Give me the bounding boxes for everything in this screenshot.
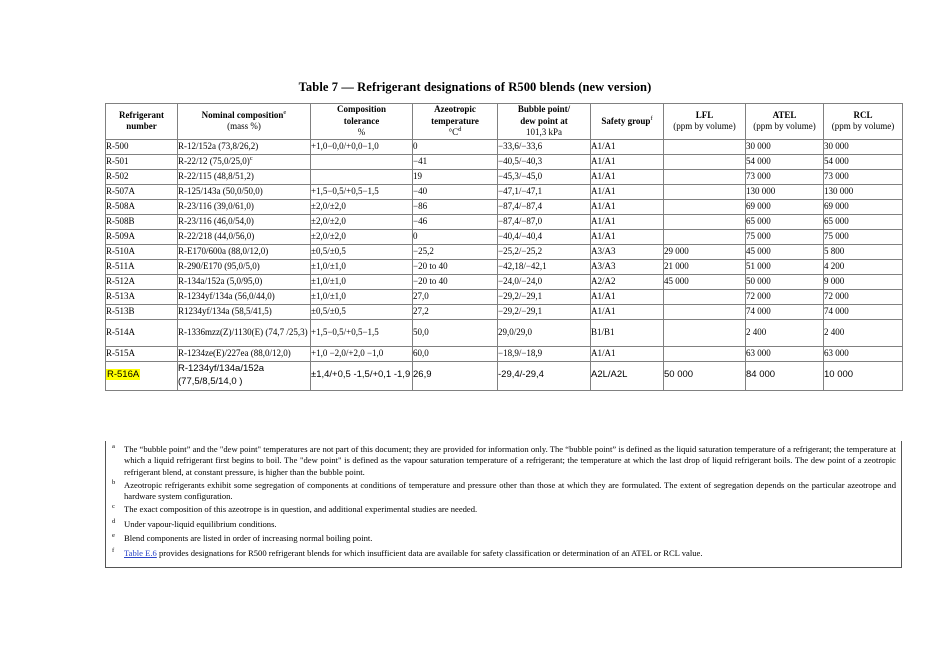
cell-composition-tolerance: ±0,5/±0,5 xyxy=(311,304,413,319)
cell-azeotropic-temperature: −86 xyxy=(413,199,498,214)
cell-composition-tolerance: +1,0−0,0/+0,0−1,0 xyxy=(311,139,413,154)
cell-nominal-composition: R-1234yf/134a/152a (77,5/8,5/14,0 ) xyxy=(178,361,311,390)
cell-lfl xyxy=(664,214,746,229)
cell-safety-group: A2L/A2L xyxy=(591,361,664,390)
cell-composition-tolerance: ±1,0/±1,0 xyxy=(311,274,413,289)
cell-atel: 65 000 xyxy=(746,214,824,229)
cell-refrigerant-number: R-510A xyxy=(106,244,178,259)
footnote-text: The “bubble point” and the "dew point" temperatures are not part of this document; they are provided for information only. The “bubble point” is defined as the liquid saturation temperature of a refrigerant; the temperature at which a liquid refrigerant first begins to boil. The "dew point" is defined as the vapour saturation temperature of a refrigerant; the temperature at which the last drop of liquid refrigerant boils. The dew point of a zeotropic refrigerant blend, at constant pressure, is higher than the bubble point. xyxy=(124,444,896,477)
cell-safety-group: A1/A1 xyxy=(591,304,664,319)
col-header-lfl xyxy=(664,104,746,140)
footnote-marker-c: c xyxy=(249,154,253,162)
cell-atel: 63 000 xyxy=(746,346,824,361)
cell-composition-tolerance xyxy=(311,169,413,184)
cell-azeotropic-temperature: 50,0 xyxy=(413,319,498,346)
cell-rcl: 63 000 xyxy=(824,346,903,361)
col-header-sub: 101,3 kPa xyxy=(526,127,562,138)
cell-lfl xyxy=(664,154,746,169)
cell-composition-tolerance: ±1,0/±1,0 xyxy=(311,259,413,274)
table-row xyxy=(106,199,903,214)
footnote-marker-e: e xyxy=(283,108,287,116)
cell-rcl: 54 000 xyxy=(824,154,903,169)
col-header-line2: number xyxy=(126,121,157,132)
cell-bubble-dew-point: −87,4/−87,0 xyxy=(498,214,591,229)
cell-nominal-composition: R-1234yf/134a (56,0/44,0) xyxy=(178,289,311,304)
cell-lfl: 29 000 xyxy=(664,244,746,259)
cell-composition-tolerance: ±0,5/±0,5 xyxy=(311,244,413,259)
cell-azeotropic-temperature: 0 xyxy=(413,229,498,244)
footnote-marker: f xyxy=(112,547,115,555)
cell-azeotropic-temperature: −20 to 40 xyxy=(413,259,498,274)
cell-atel: 30 000 xyxy=(746,139,824,154)
cell-lfl xyxy=(664,229,746,244)
cell-refrigerant-number: R-508B xyxy=(106,214,178,229)
cell-lfl xyxy=(664,346,746,361)
cell-rcl: 4 200 xyxy=(824,259,903,274)
cell-refrigerant-number xyxy=(106,361,178,390)
cell-bubble-dew-point: −29,2/−29,1 xyxy=(498,289,591,304)
cell-rcl: 130 000 xyxy=(824,184,903,199)
cell-safety-group: B1/B1 xyxy=(591,319,664,346)
table-row xyxy=(106,244,903,259)
col-header-line1: ATEL xyxy=(772,109,797,120)
page-title: Table 7 — Refrigerant designations of R500 blends (new version) xyxy=(298,80,652,94)
col-header-sub: % xyxy=(357,127,366,138)
col-header-line1: RCL xyxy=(853,109,873,120)
col-header-sub: $^\circ C^d$ xyxy=(448,126,462,138)
col-header-sub: (ppm by volume) xyxy=(673,121,736,132)
cell-azeotropic-temperature: −46 xyxy=(413,214,498,229)
cell-composition-tolerance: ±2,0/±2,0 xyxy=(311,229,413,244)
cell-refrigerant-number: R-502 xyxy=(106,169,178,184)
cell-bubble-dew-point: -29,4/-29,4 xyxy=(498,361,591,390)
cell-safety-group: A1/A1 xyxy=(591,139,664,154)
cell-composition-tolerance xyxy=(311,154,413,169)
cell-nominal-composition: R-1336mzz(Z)/1130(E) (74,7 /25,3) xyxy=(178,319,311,346)
cell-azeotropic-temperature: 0 xyxy=(413,139,498,154)
cell-refrigerant-number: R-509A xyxy=(106,229,178,244)
cell-nominal-composition: R-22/115 (48,8/51,2) xyxy=(178,169,311,184)
cell-rcl: 73 000 xyxy=(824,169,903,184)
table-header-row xyxy=(106,104,903,140)
col-header-line2: dew point at xyxy=(520,115,568,126)
cell-azeotropic-temperature: 27,0 xyxy=(413,289,498,304)
footnote-b xyxy=(111,480,896,503)
table-header xyxy=(106,104,903,140)
cell-nominal-composition: R-290/E170 (95,0/5,0) xyxy=(178,259,311,274)
footnote-e xyxy=(111,533,896,544)
cell-safety-group: A1/A1 xyxy=(591,169,664,184)
cell-nominal-composition: R-E170/600a (88,0/12,0) xyxy=(178,244,311,259)
cell-nominal-composition: R-23/116 (39,0/61,0) xyxy=(178,199,311,214)
cell-safety-group: A3/A3 xyxy=(591,244,664,259)
cell-bubble-dew-point: −40,4/−40,4 xyxy=(498,229,591,244)
cell-azeotropic-temperature: 27,2 xyxy=(413,304,498,319)
col-header-nominal-composition xyxy=(178,104,311,140)
footnote-text: Under vapour-liquid equilibrium conditions. xyxy=(124,518,277,529)
table-row xyxy=(106,229,903,244)
cell-rcl: 65 000 xyxy=(824,214,903,229)
cell-atel: 50 000 xyxy=(746,274,824,289)
cell-nominal-composition: R-23/116 (46,0/54,0) xyxy=(178,214,311,229)
cell-nominal-composition: R-22/12 $(75,0/25,0)^c$ xyxy=(178,154,311,169)
cell-lfl xyxy=(664,289,746,304)
col-header-sub: (ppm by volume) xyxy=(831,121,895,132)
cell-bubble-dew-point: −87,4/−87,4 xyxy=(498,199,591,214)
cell-safety-group: A1/A1 xyxy=(591,214,664,229)
table-row xyxy=(106,139,903,154)
footnote-marker-d: d xyxy=(458,126,462,134)
cell-composition-tolerance: +1,0 −2,0/+2,0 −1,0 xyxy=(311,346,413,361)
cell-rcl: 30 000 xyxy=(824,139,903,154)
footnote-marker: a xyxy=(112,443,115,450)
cell-bubble-dew-point: −45,3/−45,0 xyxy=(498,169,591,184)
footnote-marker: b xyxy=(112,478,116,486)
cell-atel: 45 000 xyxy=(746,244,824,259)
col-header-atel xyxy=(746,104,824,140)
table-row xyxy=(106,361,903,390)
table-row xyxy=(106,214,903,229)
col-header-rcl xyxy=(824,104,903,140)
cell-bubble-dew-point: −47,1/−47,1 xyxy=(498,184,591,199)
cell-nominal-composition: R-134a/152a (5,0/95,0) xyxy=(178,274,311,289)
cell-rcl: 10 000 xyxy=(824,361,903,390)
cell-atel: 74 000 xyxy=(746,304,824,319)
cell-bubble-dew-point: −25,2/−25,2 xyxy=(498,244,591,259)
cell-bubble-dew-point: −29,2/−29,1 xyxy=(498,304,591,319)
col-header-azeotropic-temperature xyxy=(413,104,498,140)
cell-composition-tolerance: ±2,0/±2,0 xyxy=(311,199,413,214)
footnote-text: Blend components are listed in order of increasing normal boiling point. xyxy=(124,533,373,544)
cell-bubble-dew-point: −18,9/−18,9 xyxy=(498,346,591,361)
cell-lfl: 21 000 xyxy=(664,259,746,274)
table-row xyxy=(106,184,903,199)
cell-atel: 73 000 xyxy=(746,169,824,184)
cell-safety-group: A1/A1 xyxy=(591,184,664,199)
cell-lfl: 45 000 xyxy=(664,274,746,289)
col-header-sub: (mass %) xyxy=(227,121,261,132)
cell-lfl xyxy=(664,199,746,214)
cell-rcl: 9 000 xyxy=(824,274,903,289)
refrigerant-designations-table xyxy=(105,103,903,391)
cell-lfl: 50 000 xyxy=(664,361,746,390)
footnote-c xyxy=(111,504,896,515)
cell-rcl: 2 400 xyxy=(824,319,903,346)
col-header-composition-tolerance xyxy=(311,104,413,140)
cell-composition-tolerance: +1,5−0,5/+0,5−1,5 xyxy=(311,184,413,199)
table-body xyxy=(106,139,903,390)
cell-refrigerant-number: R-513B xyxy=(106,304,178,319)
cell-azeotropic-temperature: 19 xyxy=(413,169,498,184)
cell-safety-group: A1/A1 xyxy=(591,199,664,214)
cell-rcl: 75 000 xyxy=(824,229,903,244)
cell-safety-group: A1/A1 xyxy=(591,289,664,304)
cell-atel: 54 000 xyxy=(746,154,824,169)
cell-refrigerant-number: R-514A xyxy=(106,319,178,346)
cell-atel: 84 000 xyxy=(746,361,824,390)
cell-nominal-composition: R-22/218 (44,0/56,0) xyxy=(178,229,311,244)
cell-safety-group: A3/A3 xyxy=(591,259,664,274)
col-header-line1: Nominal composition xyxy=(201,109,284,120)
cell-azeotropic-temperature: −40 xyxy=(413,184,498,199)
col-header-refrigerant-number xyxy=(106,104,178,140)
table-row xyxy=(106,289,903,304)
cell-nominal-composition: R-12/152a (73,8/26,2) xyxy=(178,139,311,154)
cell-nominal-composition: R-1234ze(E)/227ea (88,0/12,0) xyxy=(178,346,311,361)
table-row xyxy=(106,346,903,361)
cell-lfl xyxy=(664,304,746,319)
col-header-line1: Refrigerant xyxy=(119,109,164,120)
col-header-safety-group xyxy=(591,104,664,140)
cell-azeotropic-temperature: −20 to 40 xyxy=(413,274,498,289)
col-header-line1: Composition xyxy=(336,104,386,114)
footnote-f xyxy=(111,548,896,559)
cell-azeotropic-temperature: 26,9 xyxy=(413,361,498,390)
cell-nominal-composition: R-125/143a (50,0/50,0) xyxy=(178,184,311,199)
col-header-sub: (ppm by volume) xyxy=(753,121,816,132)
cell-atel: 51 000 xyxy=(746,259,824,274)
cell-composition-tolerance: +1,5−0,5/+0,5−1,5 xyxy=(311,319,413,346)
cell-azeotropic-temperature: 60,0 xyxy=(413,346,498,361)
cell-bubble-dew-point: 29,0/29,0 xyxy=(498,319,591,346)
col-header-bubble-dew-point xyxy=(498,104,591,140)
cell-rcl: 72 000 xyxy=(824,289,903,304)
footnote-marker: c xyxy=(112,502,115,510)
highlighted-refrigerant-number: R-516A xyxy=(107,369,140,381)
cell-rcl: 69 000 xyxy=(824,199,903,214)
cell-refrigerant-number: R-508A xyxy=(106,199,178,214)
table-row xyxy=(106,169,903,184)
cell-refrigerant-number: R-515A xyxy=(106,346,178,361)
footnote-marker: e xyxy=(112,532,115,540)
cell-lfl xyxy=(664,169,746,184)
cell-safety-group: A1/A1 xyxy=(591,154,664,169)
col-header-line2: tolerance xyxy=(343,115,380,126)
cell-refrigerant-number: R-501 xyxy=(106,154,178,169)
table-row xyxy=(106,274,903,289)
cell-nominal-composition: R1234yf/134a (58,5/41,5) xyxy=(178,304,311,319)
cell-refrigerant-number: R-500 xyxy=(106,139,178,154)
footnote-marker-f: f xyxy=(650,114,653,122)
cell-safety-group: A1/A1 xyxy=(591,346,664,361)
cell-composition-tolerance: ±1,0/±1,0 xyxy=(311,289,413,304)
table-row xyxy=(106,259,903,274)
cell-bubble-dew-point: −24,0/−24,0 xyxy=(498,274,591,289)
cell-refrigerant-number: R-513A xyxy=(106,289,178,304)
cell-lfl xyxy=(664,184,746,199)
cell-composition-tolerance: ±2,0/±2,0 xyxy=(311,214,413,229)
cell-atel: 69 000 xyxy=(746,199,824,214)
cell-safety-group: A1/A1 xyxy=(591,229,664,244)
footnote-text: Azeotropic refrigerants exhibit some segregation of components at conditions of temperature and pressure other than those at which they are formulated. The extent of segregation depends on the particular azeotrope and hardware system configuration. xyxy=(124,479,896,501)
cell-azeotropic-temperature: −41 xyxy=(413,154,498,169)
cell-atel: 72 000 xyxy=(746,289,824,304)
cell-atel: 130 000 xyxy=(746,184,824,199)
cell-lfl xyxy=(664,139,746,154)
cell-safety-group: A2/A2 xyxy=(591,274,664,289)
cell-bubble-dew-point: −33,6/−33,6 xyxy=(498,139,591,154)
cell-refrigerant-number: R-512A xyxy=(106,274,178,289)
cell-refrigerant-number: R-507A xyxy=(106,184,178,199)
cell-atel: 75 000 xyxy=(746,229,824,244)
cell-bubble-dew-point: −42,18/−42,1 xyxy=(498,259,591,274)
table-row xyxy=(106,154,903,169)
col-header-line1: LFL xyxy=(695,109,714,120)
footnote-d xyxy=(111,519,896,530)
table-e6-link[interactable]: Table E.6 xyxy=(124,548,157,559)
table-row xyxy=(106,319,903,346)
footnote-marker: d xyxy=(112,517,116,525)
cell-rcl: 5 800 xyxy=(824,244,903,259)
table-footnotes xyxy=(105,441,902,568)
table-row xyxy=(106,304,903,319)
footnote-a xyxy=(111,444,896,478)
cell-azeotropic-temperature: −25,2 xyxy=(413,244,498,259)
col-header-line1: Bubble point/ xyxy=(517,104,571,114)
cell-composition-tolerance: ±1,4/+0,5 -1,5/+0,1 -1,9 xyxy=(311,361,413,390)
col-header-line2: temperature xyxy=(431,115,479,126)
cell-lfl xyxy=(664,319,746,346)
col-header-line1: Safety group xyxy=(601,115,651,126)
cell-rcl: 74 000 xyxy=(824,304,903,319)
cell-bubble-dew-point: −40,5/−40,3 xyxy=(498,154,591,169)
col-header-line1: Azeotropic xyxy=(434,104,476,114)
cell-refrigerant-number: R-511A xyxy=(106,259,178,274)
footnote-text: provides designations for R500 refrigerant blends for which insufficient data are available for safety classification or determination of an ATEL or RCL value. xyxy=(158,548,703,559)
footnote-text: The exact composition of this azeotrope is in question, and additional experimental studies are needed. xyxy=(124,503,478,514)
cell-atel: 2 400 xyxy=(746,319,824,346)
